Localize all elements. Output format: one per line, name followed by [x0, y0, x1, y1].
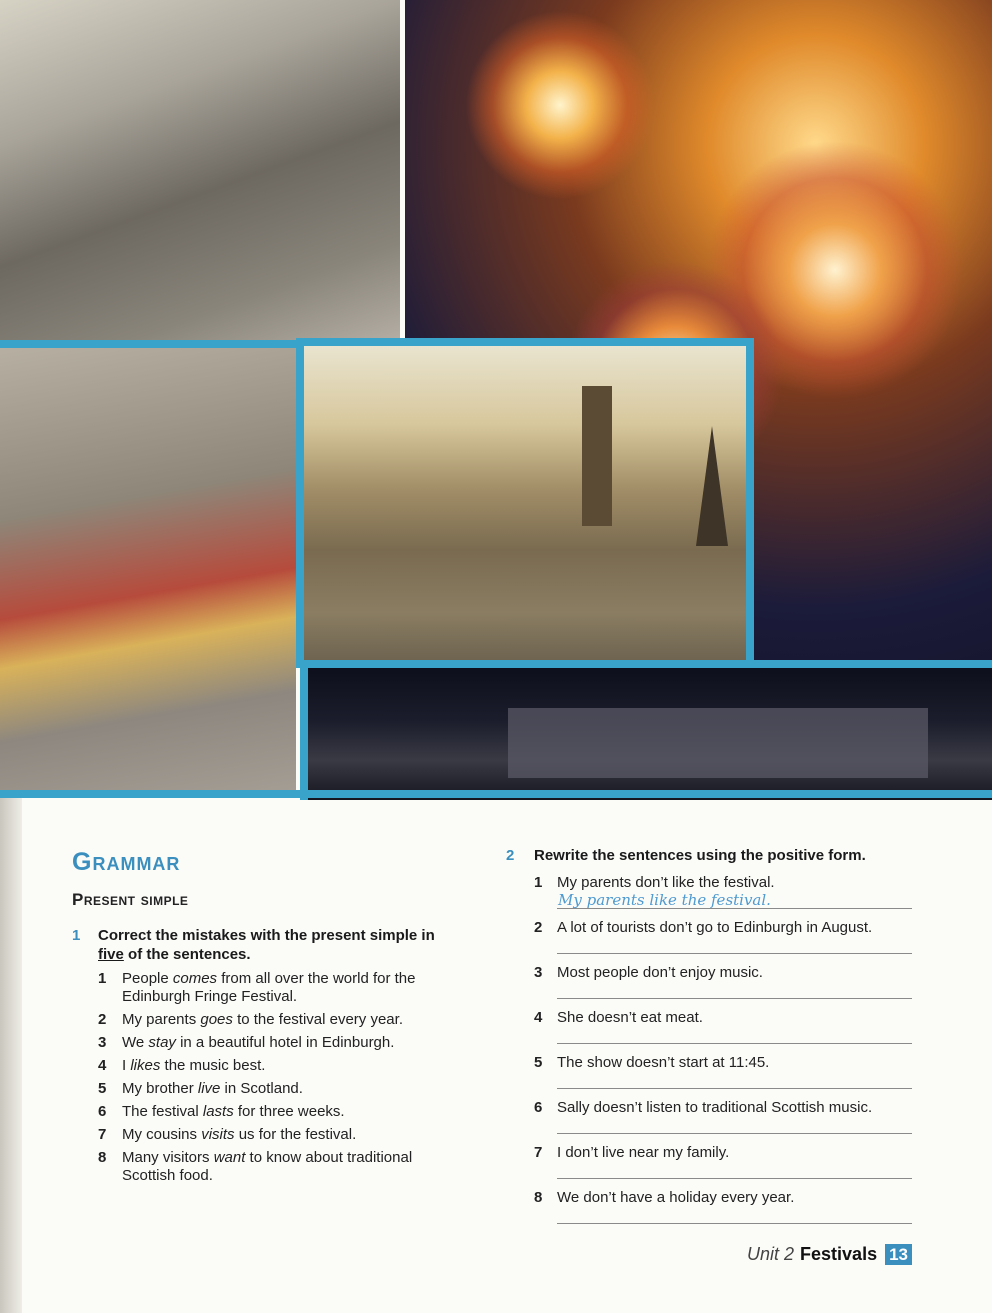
item-text: My parents don’t like the festival.	[557, 874, 775, 891]
list-item	[98, 1149, 458, 1185]
item-number: 4	[534, 1009, 543, 1026]
item-text: My brother	[122, 1080, 198, 1097]
answer-line[interactable]	[557, 1178, 912, 1179]
list-item	[98, 1080, 458, 1098]
list-item	[98, 1057, 458, 1075]
item-text: We	[122, 1034, 149, 1051]
item-text: My parents	[122, 1011, 201, 1028]
list-item	[534, 964, 912, 1009]
item-number: 8	[98, 1149, 107, 1166]
section-title: Grammar	[72, 848, 181, 876]
list-item	[534, 1009, 912, 1054]
answer-line[interactable]	[557, 1133, 912, 1134]
instruction-text: of the sentences.	[123, 946, 251, 963]
page-footer	[747, 1244, 912, 1265]
divider-rule	[0, 790, 992, 798]
answer-line[interactable]	[557, 1088, 912, 1089]
item-verb: goes	[200, 1011, 233, 1028]
item-verb: stay	[148, 1034, 176, 1051]
item-number: 2	[98, 1011, 107, 1028]
photo-edinburgh-skyline	[296, 338, 754, 668]
item-number: 7	[98, 1126, 107, 1143]
instruction-text: Correct the mistakes with the present simple in	[98, 927, 435, 944]
item-number: 7	[534, 1144, 543, 1161]
answer-line[interactable]	[557, 908, 912, 909]
item-number: 6	[98, 1103, 107, 1120]
item-text: The festival	[122, 1103, 203, 1120]
item-verb: lasts	[202, 1103, 234, 1120]
list-item	[98, 1011, 458, 1029]
item-text: Most people don’t enjoy music.	[557, 964, 763, 981]
clock-tower	[582, 386, 612, 526]
list-item	[98, 1126, 458, 1144]
item-number: 8	[534, 1189, 543, 1206]
item-verb: want	[213, 1149, 246, 1166]
page-number: 13	[885, 1244, 912, 1265]
handwritten-answer: My parents like the festival.	[558, 891, 771, 909]
list-item	[534, 1144, 912, 1189]
item-text: We don’t have a holiday every year.	[557, 1189, 795, 1206]
photo-street-performers	[0, 340, 296, 790]
item-text: for three weeks.	[233, 1103, 345, 1120]
firework-burst	[465, 10, 655, 200]
item-text: from all over the world for the Edinburgh Fringe Festival.	[122, 970, 416, 1005]
exercise-instruction: Rewrite the sentences using the positive form.	[534, 847, 866, 864]
item-text: us for the festival.	[234, 1126, 357, 1143]
item-text: in a beautiful hotel in Edinburgh.	[175, 1034, 395, 1051]
item-number: 1	[534, 874, 543, 891]
list-item	[534, 1054, 912, 1099]
list-item	[98, 1103, 458, 1121]
exercise2-list	[534, 874, 912, 1234]
item-number: 5	[98, 1080, 107, 1097]
item-text: The show doesn’t start at 11:45.	[557, 1054, 770, 1071]
item-number: 6	[534, 1099, 543, 1116]
item-number: 5	[534, 1054, 543, 1071]
instruction-emphasis: five	[98, 946, 124, 963]
item-number: 4	[98, 1057, 107, 1074]
list-item	[534, 919, 912, 964]
list-item	[534, 874, 912, 919]
item-text: She doesn’t eat meat.	[557, 1009, 703, 1026]
photo-castle-night	[300, 660, 992, 800]
list-item	[98, 1034, 458, 1052]
item-text: I	[122, 1057, 131, 1074]
item-text: A lot of tourists don’t go to Edinburgh in August.	[557, 919, 873, 936]
answer-line[interactable]	[557, 1043, 912, 1044]
item-verb: comes	[172, 970, 218, 987]
unit-title: Festivals	[800, 1244, 878, 1264]
answer-line[interactable]	[557, 953, 912, 954]
item-text: People	[122, 970, 173, 987]
list-item	[534, 1099, 912, 1144]
item-text: in Scotland.	[220, 1080, 303, 1097]
item-text: My cousins	[122, 1126, 202, 1143]
item-number: 3	[534, 964, 543, 981]
exercise-number: 2	[506, 847, 515, 864]
photo-korean-drummers	[0, 0, 400, 340]
exercise-instruction	[98, 926, 458, 964]
item-text: to the festival every year.	[232, 1011, 403, 1028]
castle-silhouette	[508, 708, 928, 778]
item-text: to know about traditional Scottish food.	[122, 1149, 413, 1184]
exercise1-list	[98, 970, 458, 1190]
answer-line[interactable]	[557, 998, 912, 999]
answer-line[interactable]	[557, 1223, 912, 1224]
item-verb: live	[197, 1080, 221, 1097]
item-number: 3	[98, 1034, 107, 1051]
exercise-number: 1	[72, 927, 81, 944]
monument-spire	[696, 426, 728, 546]
section-subtitle: Present simple	[72, 890, 189, 909]
item-text: I don’t live near my family.	[557, 1144, 730, 1161]
item-verb: likes	[130, 1057, 161, 1074]
item-number: 2	[534, 919, 543, 936]
item-number: 1	[98, 970, 107, 987]
list-item	[534, 1189, 912, 1234]
item-text: Many visitors	[122, 1149, 214, 1166]
list-item	[98, 970, 458, 1006]
item-text: Sally doesn’t listen to traditional Scottish music.	[557, 1099, 873, 1116]
unit-label: Unit 2	[747, 1244, 795, 1264]
item-verb: visits	[201, 1126, 235, 1143]
item-text: the music best.	[160, 1057, 266, 1074]
